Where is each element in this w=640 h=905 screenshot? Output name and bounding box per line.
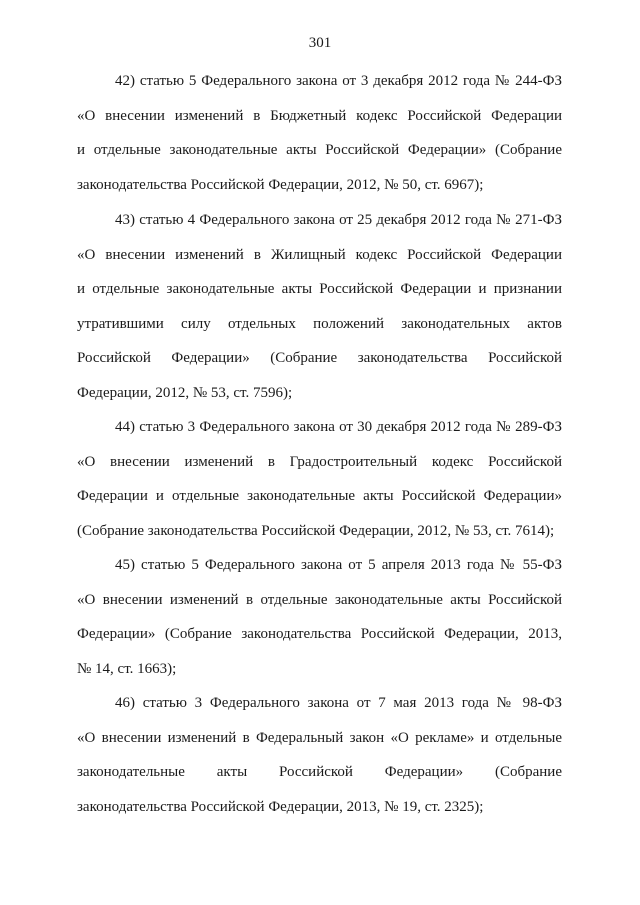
- text-line: «О внесении изменений в Федеральный закон «О рекламе» и отдельные: [77, 729, 562, 746]
- text-line: и отдельные законодательные акты Российской Федерации и признании: [77, 281, 562, 297]
- text-line: «О внесении изменений в Градостроительный кодекс Российской: [77, 453, 562, 470]
- text-line: Федерации и отдельные законодательные акты Российской Федерации»: [77, 488, 562, 504]
- list-item-43: [77, 203, 562, 410]
- text-line: законодательные акты Российской Федерации» (Собрание: [77, 764, 562, 780]
- text-line: № 14, ст. 1663);: [77, 660, 177, 677]
- text-line: «О внесении изменений в Жилищный кодекс Российской Федерации: [77, 246, 562, 263]
- list-item-44: [77, 410, 562, 548]
- text-line: законодательства Российской Федерации, 2013, № 19, ст. 2325);: [77, 798, 484, 815]
- text-line: Российской Федерации» (Собрание законодательства Российской: [77, 350, 562, 366]
- text-line: Федерации, 2012, № 53, ст. 7596);: [77, 384, 293, 401]
- list-item-45: [77, 548, 562, 686]
- text-line: Федерации» (Собрание законодательства Российской Федерации, 2013,: [77, 626, 562, 642]
- text-line: и отдельные законодательные акты Российской Федерации» (Собрание: [77, 142, 562, 158]
- text-line: «О внесении изменений в Бюджетный кодекс Российской Федерации: [77, 107, 562, 124]
- text-line: 45) статью 5 Федерального закона от 5 апреля 2013 года № 55-ФЗ: [115, 557, 562, 573]
- list-item-46: [77, 686, 562, 824]
- page-number: 301: [308, 35, 332, 51]
- text-line: 46) статью 3 Федерального закона от 7 мая 2013 года № 98-ФЗ: [115, 695, 562, 711]
- text-line: 43) статью 4 Федерального закона от 25 декабря 2012 года № 271-ФЗ: [115, 212, 562, 228]
- text-line: утратившими силу отдельных положений законодательных актов: [77, 315, 562, 332]
- text-line: законодательства Российской Федерации, 2012, № 50, ст. 6967);: [77, 176, 484, 193]
- list-item-42: [77, 64, 562, 202]
- text-line: 44) статью 3 Федерального закона от 30 декабря 2012 года № 289-ФЗ: [115, 419, 562, 435]
- text-line: «О внесении изменений в отдельные законодательные акты Российской: [77, 591, 562, 608]
- text-line: (Собрание законодательства Российской Федерации, 2012, № 53, ст. 7614);: [77, 522, 555, 539]
- text-line: 42) статью 5 Федерального закона от 3 декабря 2012 года № 244-ФЗ: [115, 73, 562, 89]
